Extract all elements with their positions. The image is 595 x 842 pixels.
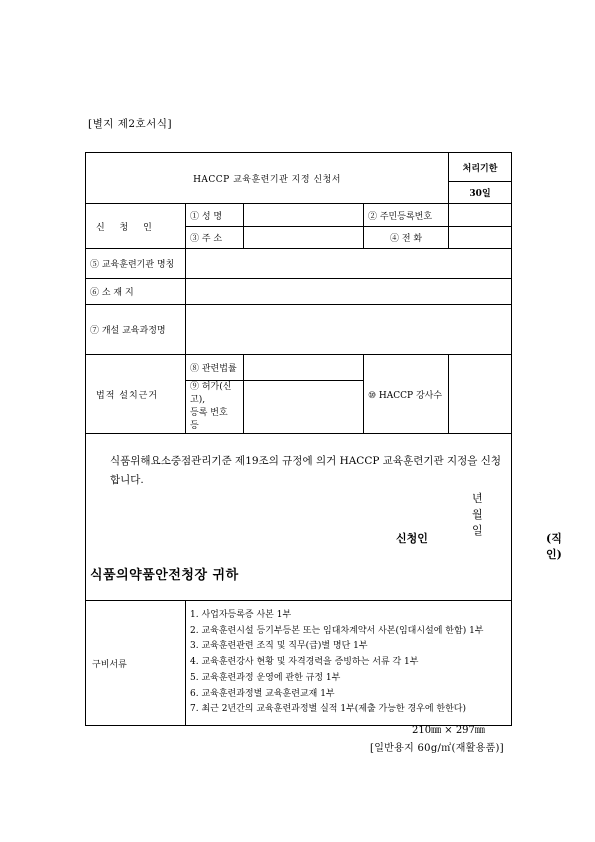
form-title: HACCP 교육훈련기관 지정 신청서 <box>86 153 449 204</box>
paper-type-note: [일반용지 60g/㎡(재활용품)] <box>370 743 504 754</box>
document-item: 3. 교육훈련관련 조직 및 직무(급)별 명단 1부 <box>190 641 368 652</box>
permit-label-line2: 등록 번호 등 <box>190 408 228 431</box>
related-law-label: ⑧ 관련법률 <box>186 355 244 381</box>
institution-name-label: ⑤ 교육훈련기관 명칭 <box>86 249 186 279</box>
application-form-table <box>85 152 562 726</box>
signature-applicant-label: 신청인 <box>396 532 428 545</box>
official-seal-label: (직인) <box>546 532 562 561</box>
processing-period-value: 30일 <box>449 182 512 204</box>
related-law-field[interactable] <box>244 355 364 381</box>
form-number-label: [별지 제2호서식] <box>88 118 173 130</box>
permit-field[interactable] <box>244 381 364 434</box>
date-month: 월 <box>472 508 483 521</box>
instructors-field[interactable] <box>449 355 512 434</box>
applicant-label: 신 청 인 <box>86 204 186 249</box>
document-item: 6. 교육훈련과정별 교육훈련교재 1부 <box>190 688 335 699</box>
processing-period-label: 처리기한 <box>449 153 512 182</box>
required-documents-label: 구비서류 <box>86 601 186 726</box>
legal-basis-label: 법적 설치근거 <box>86 355 186 434</box>
address-label: ③ 주 소 <box>186 227 244 249</box>
date-day: 일 <box>472 524 483 537</box>
document-item: 2. 교육훈련시설 등기부등본 또는 임대차계약서 사본(임대시설에 한함) 1부 <box>190 625 484 636</box>
location-field[interactable] <box>186 279 512 305</box>
paper-size-note: 210㎜ × 297㎜ <box>412 725 485 736</box>
address-field[interactable] <box>244 227 364 249</box>
name-field[interactable] <box>244 204 364 227</box>
required-documents-list <box>186 601 512 726</box>
id-number-field[interactable] <box>449 204 512 227</box>
declaration-text: 식품위해요소중점관리기준 제19조의 규정에 의거 HACCP 교육훈련기관 지정을 신청합니다. <box>110 455 502 486</box>
location-label: ⑥ 소 재 지 <box>86 279 186 305</box>
document-item: 5. 교육훈련과정 운영에 관한 규정 1부 <box>190 672 341 683</box>
document-item: 4. 교육훈련강사 현황 및 자격경력을 증빙하는 서류 각 1부 <box>190 657 419 668</box>
instructors-label: ⑩ HACCP 강사수 <box>364 355 449 434</box>
document-item: 7. 최근 2년간의 교육훈련과정별 실적 1부(제출 가능한 경우에 한한다) <box>190 704 466 715</box>
phone-field[interactable] <box>449 227 512 249</box>
recipient-line: 식품의약품안전청장 귀하 <box>90 568 239 583</box>
name-label: ① 성 명 <box>186 204 244 227</box>
permit-label-line1: ⑨ 허가(신고), <box>190 382 232 405</box>
phone-label: ④ 전 화 <box>364 227 449 249</box>
date-year: 년 <box>472 492 483 505</box>
institution-name-field[interactable] <box>186 249 512 279</box>
declaration-date <box>472 490 511 538</box>
course-name-field[interactable] <box>186 305 512 355</box>
declaration-section <box>86 434 562 601</box>
permit-label <box>186 381 244 434</box>
id-number-label: ② 주민등록번호 <box>364 204 449 227</box>
document-item: 1. 사업자등록증 사본 1부 <box>190 609 292 620</box>
course-name-label: ⑦ 개설 교육과정명 <box>86 305 186 355</box>
